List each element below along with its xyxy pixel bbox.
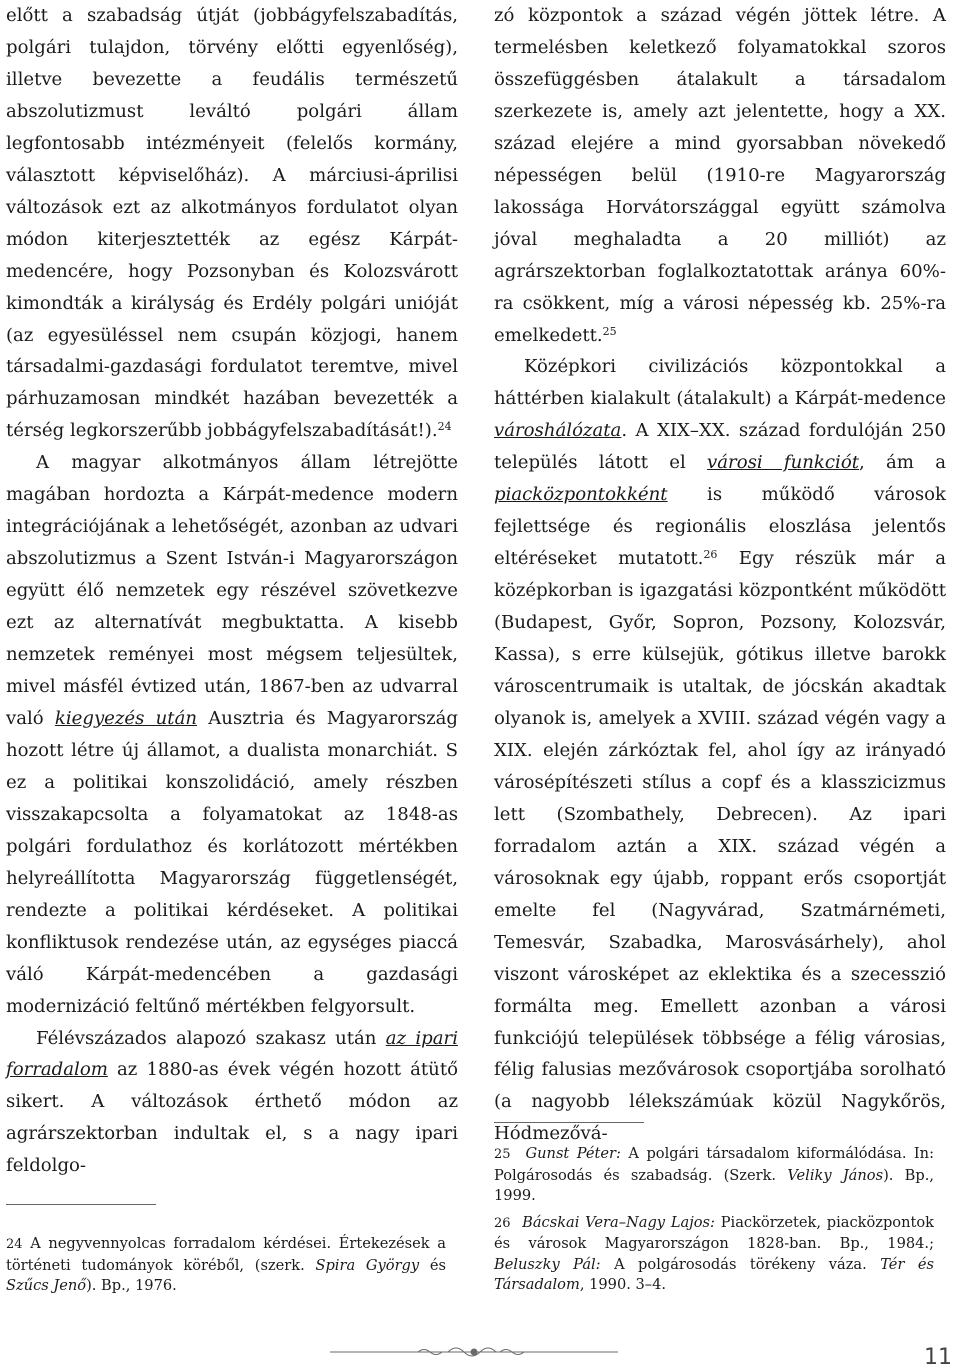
- paragraph-text: Ausztria és Magyarország hozott létre új államot, a dualista monarchiát. S ez a politikai konszolidáció, amely részben visszakapcsolta a folyamatokat az 1848-as polgári fordulathoz és korlátozott mértékben helyreállította Magyarország függetlenségét, rendezte a politikai kérdéseket. A politikai konfliktusok rendezése után, az egységes piaccá váló Kárpát-medencében a gazdasági modernizáció feltűnő mértékben felgyorsult.: [6, 707, 458, 1017]
- footnote-number: 25: [494, 1147, 511, 1162]
- footnote-editor: Szűcs Jenő: [6, 1277, 87, 1294]
- glossary-link[interactable]: kiegyezés után: [54, 707, 198, 729]
- paragraph-text: . A XIX–XX. század fordulóján 250 település látott el: [494, 420, 946, 474]
- paragraph-text: Félévszázados alapozó szakasz után: [36, 1027, 386, 1049]
- paragraph-text: is működő városok fejlettsége és regionális eloszlása jelentős eltéréseket mutatott.: [494, 484, 946, 570]
- paragraph-text: Egy részük már a középkorban is igazgatási központként működött (Budapest, Győr, Sopron, Pozsony, Kolozsvár, Kassa), s erre külsejük, gótikus illetve barokk városcentrumaik is utaltak, de jócskán akadtak olyanok is, amelyek a XVIII. század végén vagy a XIX. elején zárkóztak fel, ahol így az irányadó városépítészeti stílus a copf és a klasszicizmus lett (Szombathely, Debrecen). Az ipari forradalom aztán a XIX. század végén a városoknak egy újabb, roppant erős csoportját emelte fel (Nagyvárad, Szatmárnémeti, Temesvár, Szabadka, Marosvásárhely), ahol viszont városképet az eklektika és a szecesszió formálta meg. Emellett azonban a városi funkciójú települések többsége a félig városias, félig falusias mezővárosok csoportjába sorolható (a nagyobb lélekszámúak közül Nagykőrös, Hódmezővá-: [494, 548, 946, 1145]
- footnote: [494, 1213, 934, 1296]
- footnote-text: A polgárosodás törékeny váza.: [600, 1255, 881, 1273]
- footnote: [494, 1144, 934, 1207]
- paragraph-text: , ám a: [858, 452, 946, 474]
- footnote-author: Beluszky Pál:: [494, 1255, 601, 1273]
- paragraph: [494, 0, 946, 351]
- footnote-author: Bácskai Vera–Nagy Lajos:: [522, 1213, 715, 1231]
- page-number: 11: [924, 1345, 952, 1370]
- decorative-ornament-icon: [328, 1345, 620, 1359]
- footnote-text: A polgári társadalom kiformálódása. In: Polgárosodás és szabadság. (Szerk.: [494, 1145, 935, 1184]
- paragraph-text: az 1880-as évek végén hozott átütő sikert. A változások érthető módon az agrárszektorban indultak el, s a nagy ipari feldolgo-: [6, 1059, 458, 1177]
- paragraph-text: Középkori civilizációs központokkal a háttérben kialakult (átalakult) a Kárpát-medence: [494, 356, 946, 410]
- footnote-editor: Veliky János: [787, 1166, 884, 1184]
- footnote-ref[interactable]: 24: [437, 420, 452, 434]
- footnote-ref[interactable]: 25: [602, 324, 617, 338]
- footnotes-right: [494, 1144, 934, 1296]
- paragraph-text: előtt a szabadság útját (jobbágyfelszabadítás, polgári tulajdon, törvény előtti egyenlőség), illetve bevezette a feudális természetű abszolutizmust leváltó polgári állam legfontosabb intézményeit (felelős kormány, választott képviselőház). A márciusi-áprilisi változások ezt az alkotmányos fordulatot olyan módon kiterjesztették az egész Kárpát-medencére, hogy Pozsonyban és Kolozsvárott kimondták a királyság és Erdély polgári unióját (az egyesüléssel nem csupán közjogi, hanem társadalmi-gazdasági fordulatot teremtve, mivel párhuzamosan mindkét hazában bevezették a térség legkorszerűbb jobbágyfelszabadítását!).: [6, 5, 458, 442]
- left-column: [6, 0, 458, 1182]
- glossary-link[interactable]: városi funkciót: [707, 452, 859, 474]
- paragraph: [6, 447, 458, 1022]
- paragraph: [6, 1023, 458, 1183]
- footnote-number: 24: [6, 1237, 23, 1252]
- footnote-editor: Spira György: [315, 1256, 420, 1274]
- glossary-link[interactable]: az ipari forradalom: [6, 1027, 458, 1081]
- footnote-ref[interactable]: 26: [703, 548, 718, 562]
- paragraph: [6, 0, 458, 447]
- footnote-divider: [6, 1204, 156, 1205]
- glossary-link[interactable]: piacközpontokként: [494, 484, 668, 506]
- footnote-text: és: [419, 1256, 446, 1274]
- paragraph: [494, 351, 946, 1150]
- footnote: [6, 1234, 446, 1297]
- footnote-text: , 1990. 3–4.: [579, 1276, 667, 1293]
- glossary-link[interactable]: városhálózata: [494, 420, 622, 442]
- footnote-author: Gunst Péter:: [525, 1145, 621, 1162]
- footnote-text: A negyvennyolcas forradalom kérdései. Értekezések a történeti tudományok köréből, (szerk.: [6, 1235, 446, 1274]
- footnote-text: Piackörzetek, piacközpontok és városok Magyarországon 1828-ban. Bp., 1984.;: [494, 1213, 934, 1252]
- paragraph-text: zó központok a század végén jöttek létre. A termelésben keletkező folyamatokkal szoros összefüggésben átalakult a társadalom szerkezete is, amely azt jelentette, hogy a XX. század elejére a mind gyorsabban növekedő népességen belül (1910-re Magyarország lakossága Horvátországgal együtt számolva jóval meghaladta a 20 milliót) az agrárszektorban foglalkoztatottak aránya 60%-ra csökkent, míg a városi népesség kb. 25%-ra emelkedett.: [494, 5, 946, 346]
- footnote-text: ). Bp., 1999.: [494, 1166, 934, 1204]
- footnote-divider: [494, 1122, 644, 1123]
- footnote-number: 26: [494, 1215, 511, 1231]
- paragraph-text: A magyar alkotmányos állam létrejötte magában hordozta a Kárpát-medence modern integrációjának a lehetőségét, azonban az udvari abszolutizmus a Szent István-i Magyarországon együtt élő nemzetek egy részével szövetkezve ezt az alternatívát megbuktatta. A kisebb nemzetek reményei most mégsem teljesültek, mivel másfél évtized után, 1867-ben az udvarral való: [6, 452, 458, 729]
- right-column: [494, 0, 946, 1150]
- footnote-text: ). Bp., 1976.: [86, 1277, 177, 1294]
- footnote-journal: Tér és Társadalom: [494, 1255, 934, 1293]
